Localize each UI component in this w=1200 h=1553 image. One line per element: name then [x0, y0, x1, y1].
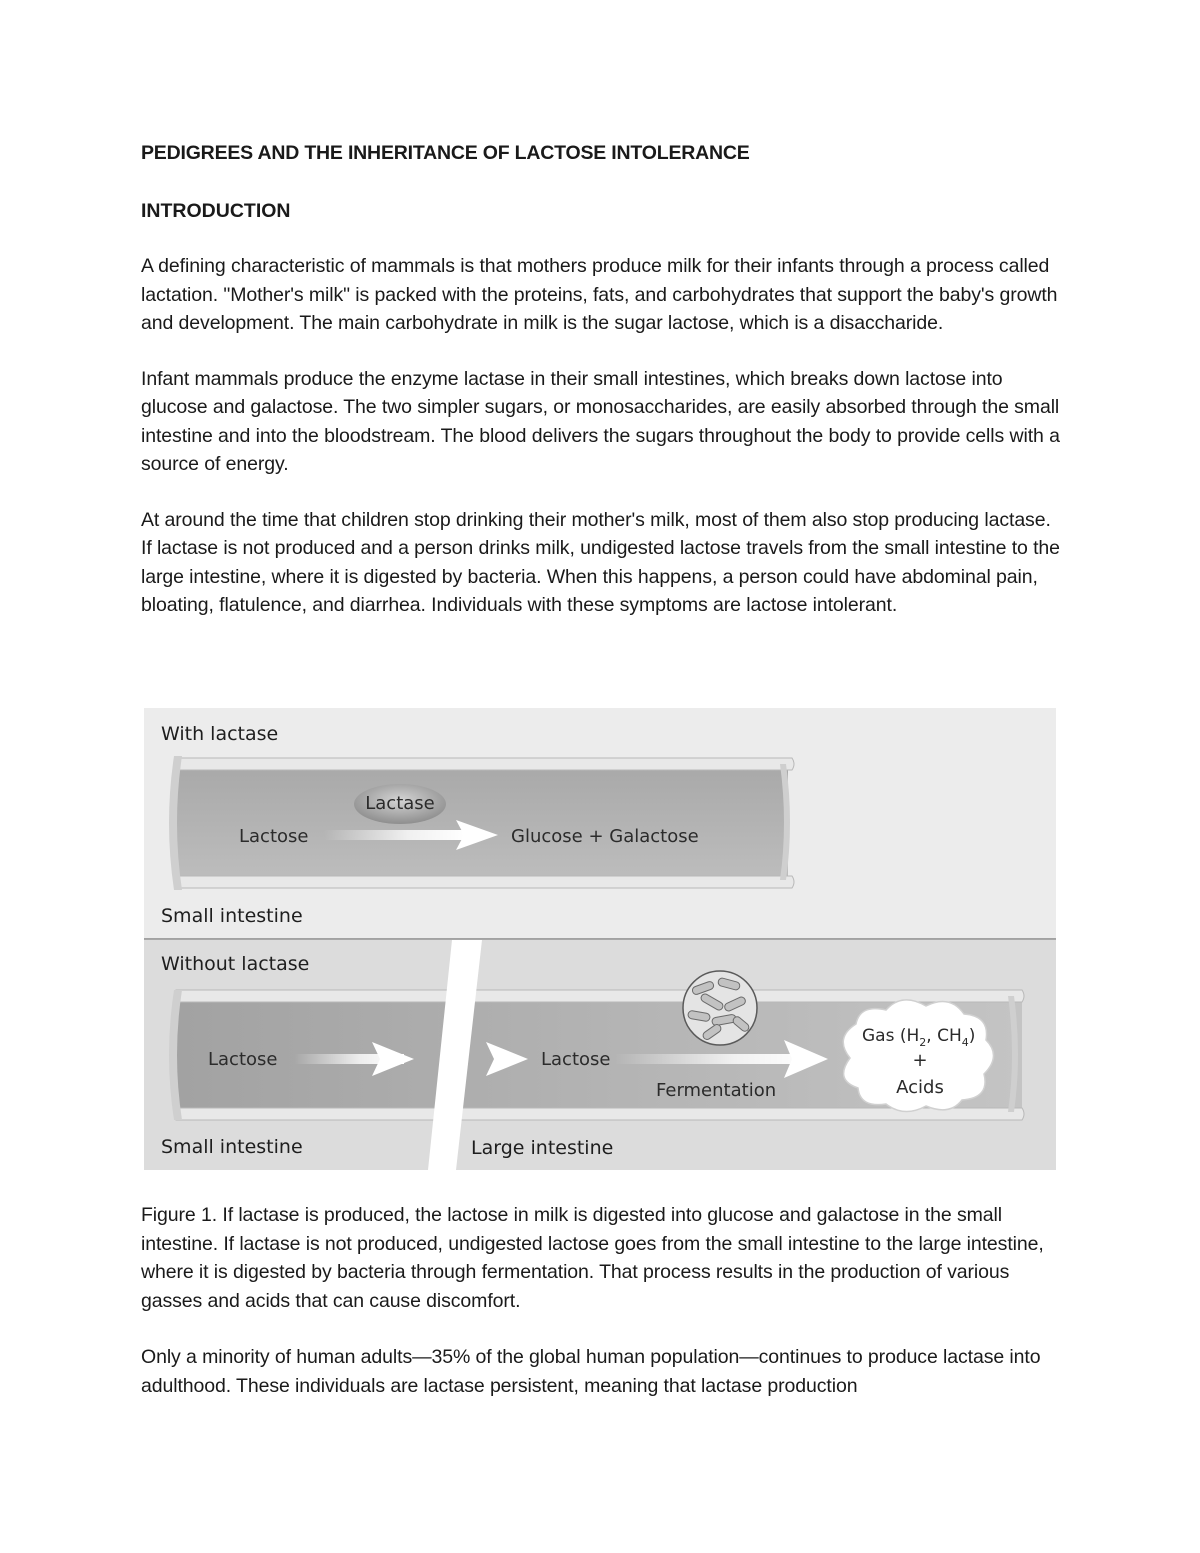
- glucose-galactose-label: Glucose + Galactose: [511, 826, 699, 847]
- bacteria-icon: [683, 971, 757, 1045]
- paragraph-lactase-enzyme: Infant mammals produce the enzyme lactase in their small intestines, which breaks down lactose into glucose and galactose. The two simpler sugars, or monosaccharides, are easily absorbed through the small intestine and into the bloodstream. The blood delivers the sugars throughout the body to provide cells with a source of energy.: [141, 367, 1060, 475]
- lactose-right-label: Lactose: [541, 1049, 611, 1070]
- figure-caption: Figure 1. If lactase is produced, the lactose in milk is digested into glucose and galactose in the small intestine. If lactase is not produced, undigested lactose goes from the small intestine to the large intestine, where it is digested by bacteria through fermentation. That process results in the production of various gasses and acids that can cause discomfort.: [141, 1204, 1044, 1312]
- document-body: [141, 138, 1066, 620]
- small-intestine-tube-top: [169, 756, 794, 890]
- paragraph-lactose-intolerance: At around the time that children stop drinking their mother's milk, most of them also stop producing lactase. If lactase is not produced and a person drinks milk, undigested lactose travels from the small intestine to the large intestine, where it is digested by bacteria. When this happens, a person could have abdominal pain, bloating, flatulence, and diarrhea. Individuals with these symptoms are lactose intolerant.: [141, 508, 1060, 616]
- lactase-enzyme-label: Lactase: [365, 793, 435, 814]
- small-intestine-label-bottom: Small intestine: [161, 1136, 303, 1158]
- with-lactase-label: With lactase: [161, 723, 279, 745]
- plus-label: +: [912, 1050, 928, 1071]
- lactose-left-label: Lactose: [208, 1049, 278, 1070]
- fermentation-label: Fermentation: [656, 1080, 777, 1101]
- large-intestine-label: Large intestine: [471, 1137, 614, 1159]
- without-lactase-label: Without lactase: [161, 953, 310, 975]
- paragraph-lactation: A defining characteristic of mammals is that mothers produce milk for their infants through a process called lactation. "Mother's milk" is packed with the proteins, fats, and carbohydrates that support the baby's growth and development. The main carbohydrate in milk is the sugar lactose, which is a disaccharide.: [141, 255, 1058, 334]
- section-heading: INTRODUCTION: [141, 200, 291, 222]
- acids-label: Acids: [896, 1077, 944, 1098]
- paragraph-lactase-persistence: Only a minority of human adults—35% of the global human population—continues to produce lactase into adulthood. These individuals are lactase persistent, meaning that lactase production: [141, 1346, 1041, 1397]
- small-intestine-label-top: Small intestine: [161, 905, 303, 927]
- figure-caption-block: [141, 1201, 1066, 1400]
- lactose-substrate-label: Lactose: [239, 826, 309, 847]
- lactose-digestion-figure: [144, 708, 1056, 1170]
- document-title: PEDIGREES AND THE INHERITANCE OF LACTOSE INTOLERANCE: [141, 142, 750, 164]
- gas-label: Gas ($H_2$, $CH_4$): [862, 1026, 976, 1049]
